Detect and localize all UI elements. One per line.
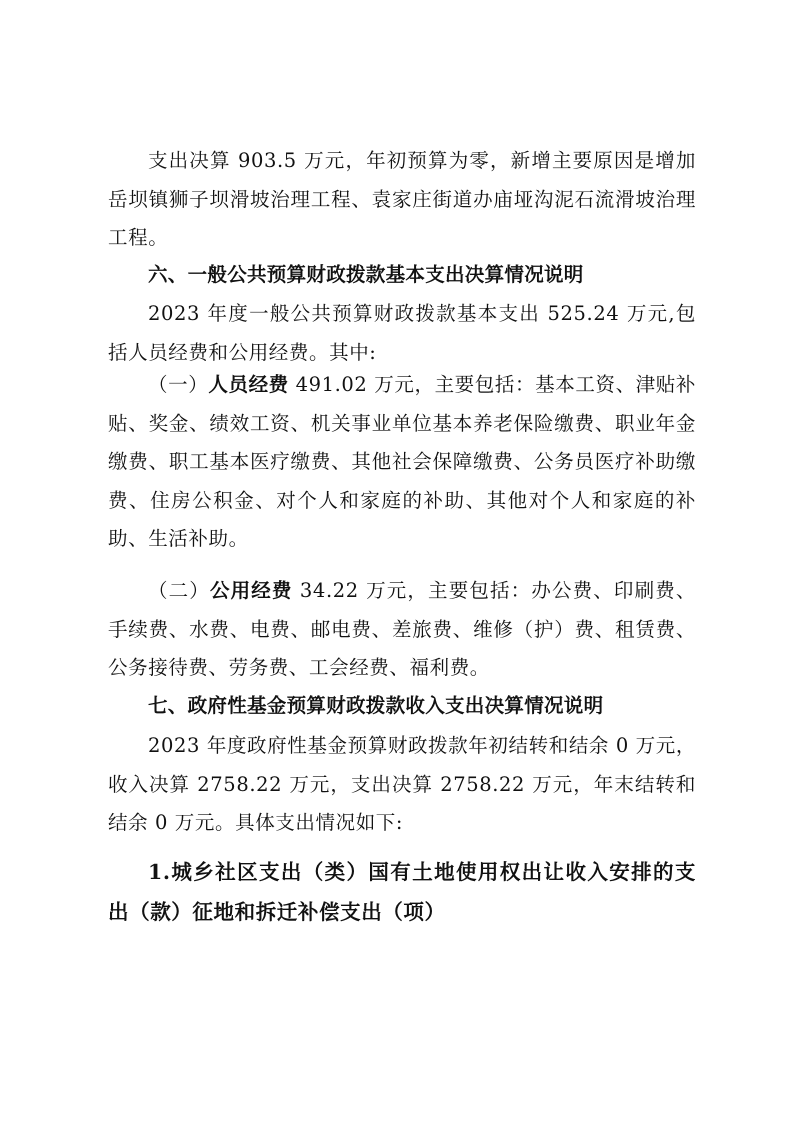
paragraph-government-fund: 2023 年度政府性基金预算财政拨款年初结转和结余 0 万元，收入决算 2758.22 万元，支出决算 2758.22 万元，年末结转和结余 0 万元。具体支出情况如下: [108, 734, 696, 834]
item-prefix: （二） [148, 579, 210, 602]
public-expenses-text: 34.22 万元，主要包括：办公费、印刷费、手续费、水费、电费、邮电费、差旅费、维修（护）费、租赁费、公务接待费、劳务费、工会经费、福利费。 [108, 579, 696, 679]
item-prefix: （一） [148, 373, 209, 396]
paragraph-public-expenses [108, 572, 696, 688]
personnel-expenses-text: 491.02 万元，主要包括：基本工资、津贴补贴、奖金、绩效工资、机关事业单位基本养老保险缴费、职业年金缴费、职工基本医疗缴费、其他社会保障缴费、公务员医疗补助缴费、住房公积金、对个人和家庭的补助、其他对个人和家庭的补助、生活补助。 [108, 373, 697, 550]
paragraph-basic-expenditure: 2023 年度一般公共预算财政拨款基本支出 525.24 万元,包括人员经费和公用经费。其中: [108, 302, 696, 364]
paragraph-personnel-expenses [108, 366, 696, 559]
public-expenses-label: 公用经费 [209, 579, 293, 602]
section-heading-six: 六、一般公共预算财政拨款基本支出决算情况说明 [148, 263, 584, 286]
paragraph-expenditure-note: 支出决算 903.5 万元，年初预算为零，新增主要原因是增加岳坝镇狮子坝滑坡治理工程、袁家庄街道办庙垭沟泥石流滑坡治理工程。 [108, 149, 696, 249]
section-heading-seven: 七、政府性基金预算财政拨款收入支出决算情况说明 [148, 694, 604, 717]
paragraph-expenditure-item-1: 1.城乡社区支出（类）国有土地使用权出让收入安排的支出（款）征地和拆迁补偿支出（项） [108, 860, 696, 924]
personnel-expenses-label: 人员经费 [208, 373, 289, 396]
